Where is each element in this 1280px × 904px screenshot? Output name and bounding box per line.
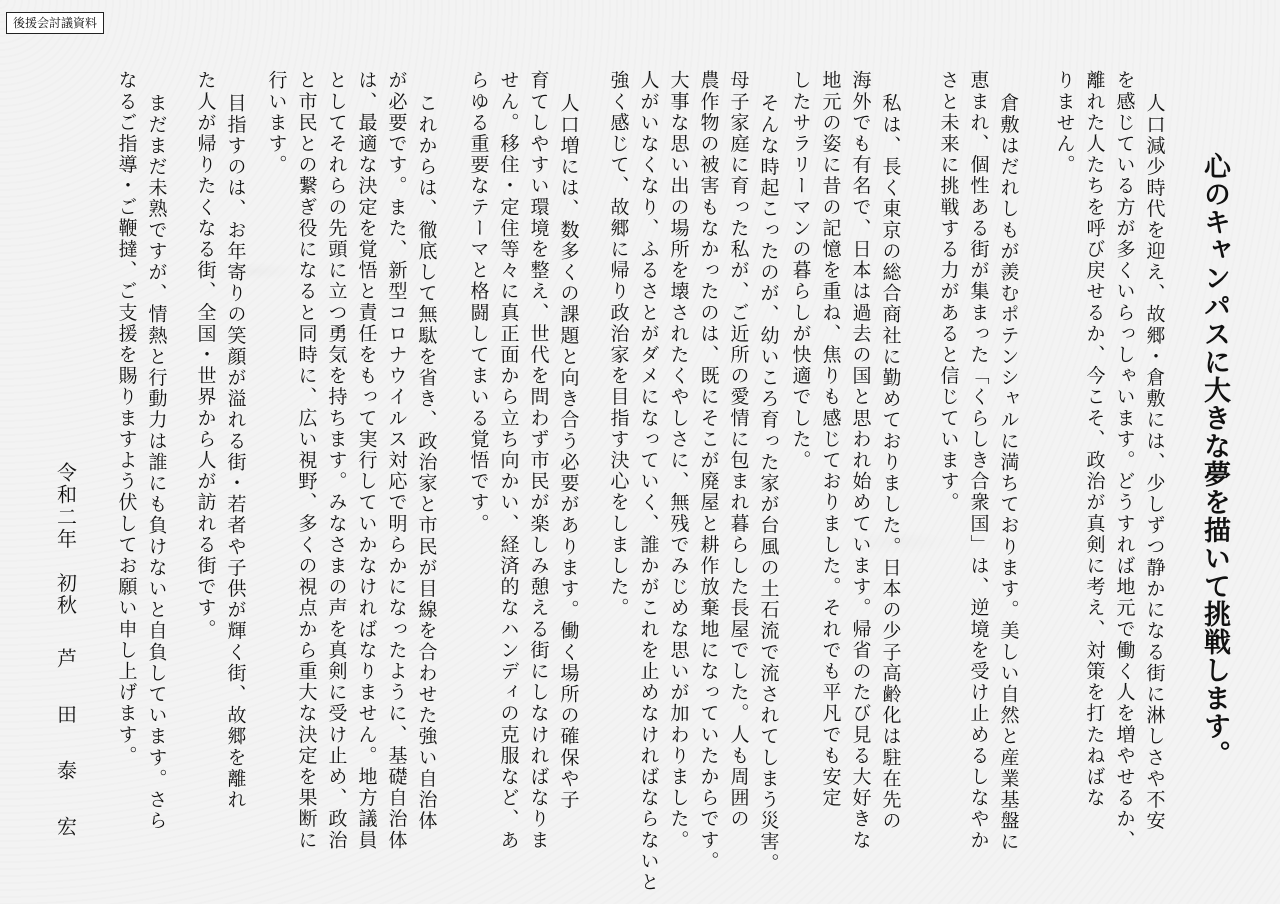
text-column: 人口増には、数多くの課題と向き合う必要があります。働く場所の確保や子	[557, 93, 580, 811]
text-column: は、最適な決定を覚悟と責任をもって実行していかなければなりません。地方議員	[355, 70, 378, 851]
text-column: 母子家庭に育った私が、ご近所の愛情に包まれ暮らした長屋でした。人も周囲の	[727, 70, 750, 830]
text-column: これからは、徹底して無駄を省き、政治家と市民が目線を合わせた強い自治体	[415, 93, 438, 832]
text-column: 人がいなくなり、ふるさとがダメになっていく、誰かがこれを止めなければならないと	[637, 70, 660, 893]
text-column: 育てしやすい環境を整え、世代を問わず市民が楽しみ憩える街にしなければなりま	[527, 70, 550, 851]
signature-date: 令和二年 初秋	[53, 462, 78, 617]
text-column: 行います。	[265, 70, 288, 176]
text-column: 強く感じて、故郷に帰り政治家を目指す決心をしました。	[607, 70, 630, 619]
text-column: さと未来に挑戦する力があると信じています。	[937, 70, 960, 514]
text-column: としてそれらの先頭に立つ勇気を持ちます。みなさまの声を真剣に受け止め、政治	[325, 70, 348, 851]
text-column: まだまだ未熟ですが、情熱と行動力は誰にも負けないと自負しています。さら	[145, 93, 168, 832]
text-column: 地元の姿に昔の記憶を重ね、焦りも感じておりました。それでも平凡でも安定	[819, 70, 842, 809]
text-column: 離れた人たちを呼び戻せるか、今こそ、政治が真剣に考え、対策を打たねばな	[1083, 70, 1106, 809]
text-column: 目指すのは、お年寄りの笑顔が溢れる街・若者や子供が輝く街、故郷を離れ	[224, 93, 247, 811]
text-column: た人が帰りたくなる街、全国・世界から人が訪れる街です。	[194, 70, 217, 640]
text-column: 大事な思い出の場所を壊されたくやしさに、無残でみじめな思いが加わりました。	[667, 70, 690, 851]
text-column: りません。	[1053, 70, 1076, 176]
text-column: が必要です。また、新型コロナウイルス対応で明らかになったように、基礎自治体	[385, 70, 408, 851]
page-title: 心のキャンパスに大きな夢を描いて挑戦します。	[1199, 152, 1230, 768]
text-column: 人口減少時代を迎え、故郷・倉敷には、少しずつ静かになる街に淋しさや不安	[1143, 93, 1166, 832]
text-column: したサラリーマンの暮らしが快適でした。	[789, 70, 812, 471]
text-column: せん。移住・定住等々に真正面から立ち向かい、経済的なハンディの克服など、あ	[497, 70, 520, 851]
text-column: 私は、長く東京の総合商社に勤めておりました。日本の少子高齢化は駐在先の	[879, 93, 902, 832]
text-column: 倉敷はだれしもが羨むポテンシャルに満ちております。美しい自然と産業基盤に	[997, 93, 1020, 853]
document-tag: 後援会討議資料	[6, 12, 104, 34]
signature-name: 芦 田 泰 宏	[53, 648, 78, 844]
text-column: らゆる重要なテーマと格闘してまいる覚悟です。	[467, 70, 490, 535]
text-column: 海外でも有名で、日本は過去の国と思われ始めています。帰省のたび見る大好きな	[849, 70, 872, 851]
text-column: そんな時起こったのが、幼いころ育った家が台風の土石流で流されてしまう災害。	[757, 93, 780, 874]
text-column: 恵まれ、個性ある街が集まった「くらしき合衆国」は、逆境を受け止めるしなやか	[967, 70, 990, 851]
text-column: なるご指導・ご鞭撻、ご支援を賜りますよう伏してお願い申し上げます。	[115, 70, 138, 767]
text-column: を感じている方が多くいらっしゃいます。どうすれば地元で働く人を増やせるか、	[1113, 70, 1136, 851]
text-column: と市民との繋ぎ役になると同時に、広い視野、多くの視点から重大な決定を果断に	[295, 70, 318, 851]
text-column: 農作物の被害もなかったのは、既にそこが廃屋と耕作放棄地になっていたからです。	[697, 70, 720, 872]
